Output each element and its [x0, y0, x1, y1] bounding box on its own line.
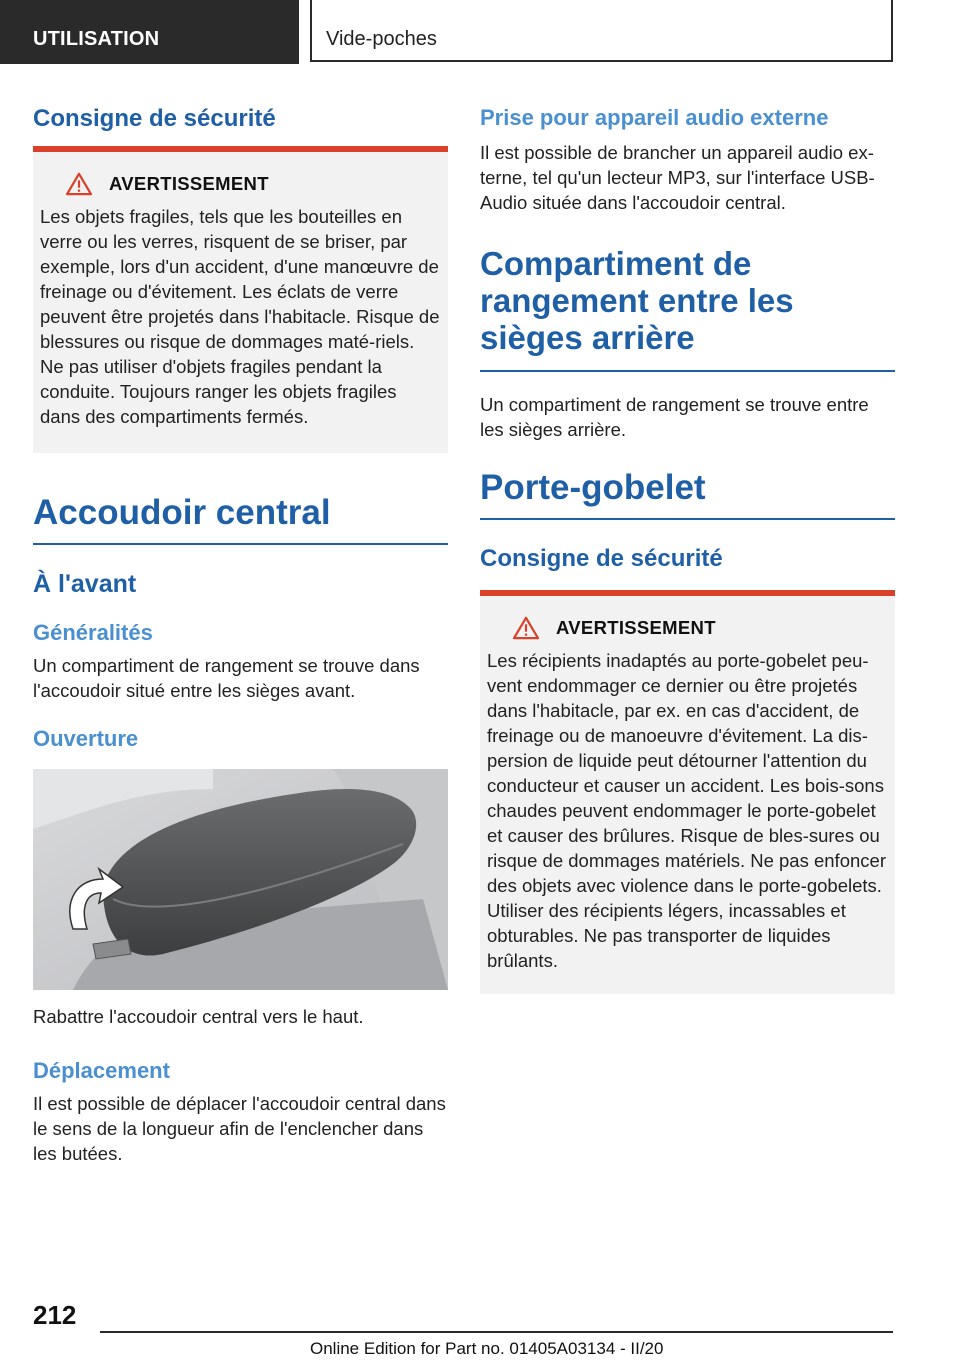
edition-text: Online Edition for Part no. 01405A03134 - II/20	[310, 1339, 664, 1358]
opening-heading: Ouverture	[33, 726, 139, 751]
armrest-photo	[33, 769, 448, 990]
warning-triangle-icon	[64, 172, 94, 196]
moving-heading: Déplacement	[33, 1058, 170, 1083]
image-caption: Rabattre l'accoudoir central vers le haut.	[33, 1006, 364, 1027]
general-heading: Généralités	[33, 620, 153, 645]
warning-text: Les récipients inadaptés au porte-gobelet peu-vent endommager ce dernier ou être projetés dans l'habitacle, par ex. en cas d'accident, de freinage ou de manoeuvre d'évitement. La dis-persion de liquide peut détourner l'attention du conducteur et causer un accident. Les bois-sons chaudes peuvent endommager le porte-gobelet et causer des brûlures. Risque de bles-sures ou risque de dommages matériels. Ne pas enfoncer des objets avec violence dans le porte-gobelets. Utiliser des récipients légers, incassables et obturables. Ne pas transporter de liquides brûlants.	[487, 650, 886, 971]
safety-heading: Consigne de sécurité	[33, 105, 276, 132]
warning-title: AVERTISSEMENT	[109, 173, 269, 194]
warning-text: Les objets fragiles, tels que les bouteilles en verre ou les verres, risquent de se briser, par exemple, lors d'un accident, d'une manœuvre de freinage ou d'évitement. Les éclats de verre peuvent être projetés dans l'habitacle. Risque de blessures ou risque de dommages maté-riels. Ne pas utiliser d'objets fragiles pendant la conduite. Toujours ranger les objets fragiles dans des compartiments fermés.	[40, 206, 440, 427]
heading-rule	[33, 543, 448, 545]
warning-box	[480, 596, 895, 994]
audio-heading: Prise pour appareil audio externe	[480, 105, 829, 130]
heading-rule	[480, 518, 895, 520]
warning-box	[33, 152, 448, 453]
page-number: 212	[33, 1300, 77, 1330]
general-text: Un compartiment de rangement se trouve dans l'accoudoir situé entre les sièges avant.	[33, 655, 420, 701]
cupholder-heading: Porte-gobelet	[480, 468, 706, 507]
left-column	[33, 104, 448, 1166]
rear-compartment-heading: Compartiment de rangement entre les sièges arrière	[480, 245, 794, 356]
cupholder-safety-heading: Consigne de sécurité	[480, 545, 723, 572]
topic-tab	[310, 0, 893, 62]
rear-compartment-text: Un compartiment de rangement se trouve entre les sièges arrière.	[480, 394, 869, 440]
armrest-illustration	[33, 769, 448, 990]
moving-text: Il est possible de déplacer l'accoudoir central dans le sens de la longueur afin de l'enclencher dans les butées.	[33, 1093, 446, 1164]
footer-rule	[100, 1331, 893, 1333]
section-tab	[0, 0, 299, 64]
warning-title: AVERTISSEMENT	[556, 617, 716, 638]
topic-label: Vide-poches	[326, 28, 437, 50]
front-heading: À l'avant	[33, 570, 137, 598]
audio-text: Il est possible de brancher un appareil audio ex-terne, tel qu'un lecteur MP3, sur l'interface USB-Audio située dans l'accoudoir central.	[480, 142, 875, 213]
warning-triangle-icon	[511, 616, 541, 640]
armrest-heading: Accoudoir central	[33, 493, 331, 532]
heading-rule	[480, 370, 895, 372]
section-label: UTILISATION	[33, 28, 160, 50]
right-column	[480, 104, 895, 994]
